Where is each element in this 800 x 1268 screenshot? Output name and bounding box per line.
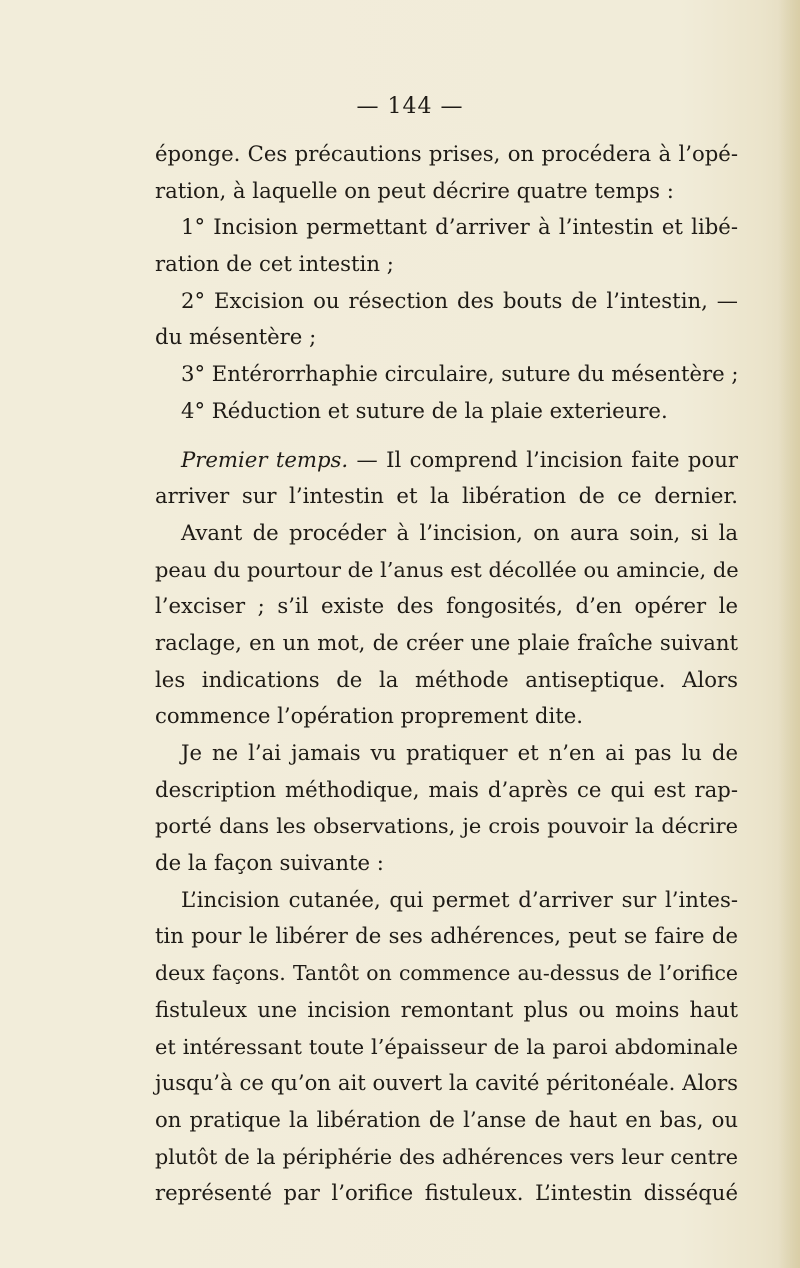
list-item-3: 3° Entérorrhaphie circulaire, suture du mésentère ; xyxy=(181,361,739,387)
text-line: peau du pourtour de l’anus est décollée ou amincie, de xyxy=(155,557,739,582)
text-line: représenté par l’orifice fistuleux. L’intestin disséqué xyxy=(155,1180,738,1206)
text-line: on pratique la libération de l’anse de haut en bas, ou xyxy=(155,1106,738,1132)
text-line: l’exciser ; s’il existe des fongosités, d’en opérer le xyxy=(155,593,738,619)
text-line: et intéressant toute l’épaisseur de la paroi abdominale xyxy=(155,1034,738,1059)
text-line: raclage, en un mot, de créer une plaie fraîche suivant xyxy=(155,629,738,655)
text-line: L’incision cutanée, qui permet d’arriver sur l’intes- xyxy=(181,886,738,912)
section-heading-line xyxy=(155,442,738,479)
text-line: fistuleux une incision remontant plus ou moins haut xyxy=(155,996,738,1022)
list-item-1: 1° Incision permettant d’arriver à l’intestin et libé- xyxy=(181,214,738,240)
text-line: ration, à laquelle on peut décrire quatre temps : xyxy=(155,177,674,203)
text-line: de la façon suivante : xyxy=(155,850,384,876)
body-text xyxy=(155,136,738,1212)
text-line: commence l’opération proprement dite. xyxy=(155,703,584,729)
text-line: deux façons. Tantôt on commence au-dessus de l’orifice xyxy=(155,961,738,986)
page-edge-shadow xyxy=(778,0,800,1268)
text-line: jusqu’à ce qu’on ait ouvert la cavité péritonéale. Alors xyxy=(155,1070,738,1096)
page-number: — 144 — xyxy=(356,94,464,119)
text-line: description méthodique, mais d’après ce qui est rap- xyxy=(155,776,738,802)
text-line: les indications de la méthode antiseptique. Alors xyxy=(155,666,738,692)
list-item-4: 4° Réduction et suture de la plaie exterieure. xyxy=(181,397,668,423)
text-line: arriver sur l’intestin et la libération de ce dernier. xyxy=(155,483,738,509)
text-line: ration de cet intestin ; xyxy=(155,251,394,277)
paragraph-gap xyxy=(155,430,738,442)
text-line: du mésentère ; xyxy=(155,324,317,350)
text-line: tin pour le libérer de ses adhérences, peut se faire de xyxy=(155,923,738,949)
text-line: éponge. Ces précautions prises, on procédera à l’opé- xyxy=(155,141,738,166)
text-line: Je ne l’ai jamais vu pratiquer et n’en ai pas lu de xyxy=(181,740,738,765)
text-line: Avant de procéder à l’incision, on aura soin, si la xyxy=(181,519,738,545)
section-heading: Premier temps. xyxy=(181,446,349,472)
text-line: porté dans les observations, je crois pouvoir la décrire xyxy=(155,814,738,839)
section-heading-rest: — Il comprend l’incision faite pour xyxy=(348,446,738,472)
text-line: plutôt de la périphérie des adhérences vers leur centre xyxy=(155,1144,738,1169)
list-item-2: 2° Excision ou résection des bouts de l’intestin, — xyxy=(181,287,738,313)
